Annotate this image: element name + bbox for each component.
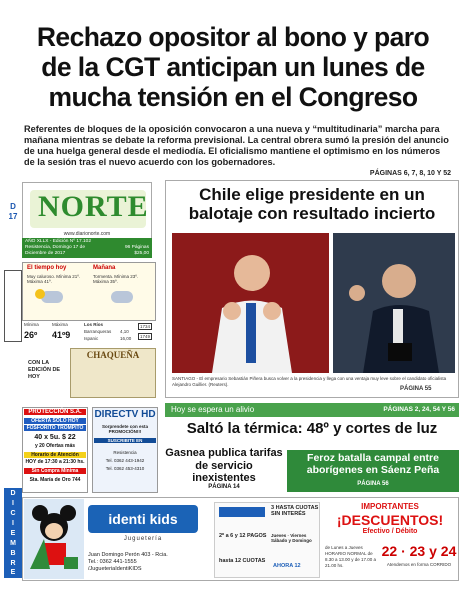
temperature-row [22,320,156,346]
issue-pages: 96 Páginas [124,245,149,250]
chile-caption: SANTIAGO - El empresario Sebastián Piñera busca volver a la presidencia y llega con una ventaja muy leve sobre el candidato oficialista Alejandro Guillier. (Reuters). [172,376,447,387]
weather-tomorrow-desc: Tormenta. Mínima 23º. Máxima 35º. [93,274,139,284]
desc-corrido: Atendemos en forma CORRIDO [386,562,452,567]
section-code [6,202,20,222]
termica-headline[interactable]: Saltó la térmica: 48º y cortes de luz [186,420,438,437]
address-line-3: /JugueteriaIdentiKIDS [88,566,142,572]
desc-big: ¡DESCUENTOS! [336,512,444,528]
lead-paragraph: Referentes de bloques de la oposición convocaron a una nueva y “multitudinaria” marcha para mañana mientras se debate la reforma previsional. La central obrera sumó la presión del anuncio de una huelga general desde el mediodía. El oficialismo mantiene el optimismo en los números de la sesión tras el nuevo acuerdo con los gobernadores. [24,124,449,167]
diciembre-letter: I [12,500,14,507]
chaquena-label: CON LA EDICIÓN DE HOY [28,360,61,380]
min-value: 26º [24,330,38,340]
chaquena-title: CHAQUEÑA [86,350,140,360]
storm-cloud-icon [111,291,133,303]
headline-line-1: Rechazo opositor al bono y paro [36,22,430,52]
section-letter: D [10,202,16,211]
gasnea-page: PÁGINA 14 [208,484,240,490]
rios-label: Los Ríos [84,322,104,327]
issue-bar [22,238,152,258]
identikids-sub: Juguetería [123,536,163,542]
pay-days: Jueves · Viernes Sábado y Domingo [271,533,312,543]
proteccion-line-6: HOY de 17:30 a 21:30 hs. [25,459,85,465]
alivio-label: Hoy se espera un alivio [171,405,255,414]
headline-line-3: mucha tensión en el Congreso [48,82,418,112]
directv-line-2: SUSCRIBITE EN [94,438,156,443]
main-headline [18,22,448,112]
masthead-url[interactable]: www.diarionorte.com [63,231,111,237]
address-line-1: Juan Domingo Perón 403 - Rcia. [88,552,168,558]
identikids-address [88,552,218,573]
pay-pagos: 2º a 6 y 12 PAGOS [219,533,267,539]
rio-1-value: 4,10 [120,329,129,334]
side-strip [4,270,22,342]
payment-box [214,502,320,578]
side-value-2: 1749 [140,334,151,339]
sun-icon [35,289,45,299]
directv-line-1: Sorprendete con esta PROMOCIÓN!!! [101,424,148,434]
min-label: Mínima [24,322,39,327]
proteccion-line-7: Sin Compra Mínima [24,468,86,474]
rio-1: Barranqueras [84,329,112,334]
proteccion-line-5: Horario de Atención [24,452,86,458]
proteccion-line-4: y 20 Ofertas más [34,443,76,449]
pay-ahora12: AHORA 12 [273,563,301,569]
proteccion-line-2: FOSFORITO TROMPITO [24,425,86,431]
identikids-logo: identi kids [88,505,198,533]
feroz-page: PÁGINA 56 [357,481,389,487]
rio-2-value: 16,00 [120,336,132,341]
diciembre-letter: C [10,510,16,517]
issue-place-date: Resistencia, Domingo 17 de Diciembre de 2017 [25,245,85,256]
desc-days: 22 · 23 y 24 [381,543,457,559]
diciembre-letter: M [10,540,16,547]
diciembre-strip [4,488,22,578]
alivio-pages: PÁGINAS 2, 24, 54 Y 56 [383,406,455,413]
directv-line-3: Resistencia [113,450,137,455]
directv-logo: DIRECTV HD [94,409,156,420]
lead-pages: PÁGINAS 6, 7, 8, 10 Y 52 [369,170,451,177]
card-logos-icon [219,507,265,517]
desc-sub: Efectivo / Débito [362,528,418,535]
proteccion-line-8: Sta. María de Oro 744 [29,477,81,483]
diciembre-letter: D [10,490,16,497]
proteccion-line-3: 40 x 5u. $ 22 [34,434,76,441]
diciembre-letter: B [10,550,16,557]
feroz-headline[interactable]: Feroz batalla campal entre aborígenes en Sáenz Peña [306,452,440,476]
desc-hours: de Lunes a Jueves HORARIO NORMAL de 8.30 a 13.00 y de 17.00 a 21.00 hs. [325,545,377,568]
mickey-illustration [24,499,84,579]
weather-today-desc: Muy caluroso. Mínima 21º. Máxima 41º. [27,274,81,284]
issue-edition: AÑO XLLX - Edición Nº 17.102 [25,239,92,244]
weather-tomorrow-label: Mañana [93,265,116,271]
pay-cuotas: 3 HASTA CUOTAS SIN INTERÉS [271,505,319,517]
pay-hasta12: hasta 12 CUOTAS [219,558,266,564]
proteccion-title: PROTECCIÓN S.A. [24,409,86,415]
proteccion-line-1: OFERTA SOLO HOY [24,418,86,424]
directv-line-5: Tel. 0362 453-4310 [105,466,145,471]
guillier-photo [333,233,455,373]
chile-page: PÁGINA 55 [400,386,432,392]
desc-title: IMPORTANTES [361,502,419,511]
issue-price: $25,00 [134,251,149,256]
rio-2: Ispanic [84,336,99,341]
diciembre-letter: E [10,530,16,537]
diciembre-letter: I [12,520,14,527]
max-label: Máxima [52,322,68,327]
max-value: 41º9 [52,330,71,340]
norte-logo: NORTE [38,190,149,223]
weather-today-label: El tiempo hoy [27,265,67,271]
diciembre-letter: E [10,569,16,576]
section-number: 17 [8,212,18,221]
chile-headline[interactable]: Chile elige presidente en un balotaje con resultado incierto [188,185,436,223]
gasnea-headline[interactable]: Gasnea publica tarifas de servicio inexistentes [165,447,283,484]
diciembre-letter: R [10,560,16,567]
address-line-2: Tel.: 0362 441-1555 [88,559,137,565]
side-value-1: 1734 [140,324,151,329]
pinera-photo [172,233,329,373]
directv-line-4: Tel. 0362 443-1942 [105,458,145,463]
headline-line-2: de la CGT anticipan un lunes de [41,52,425,82]
